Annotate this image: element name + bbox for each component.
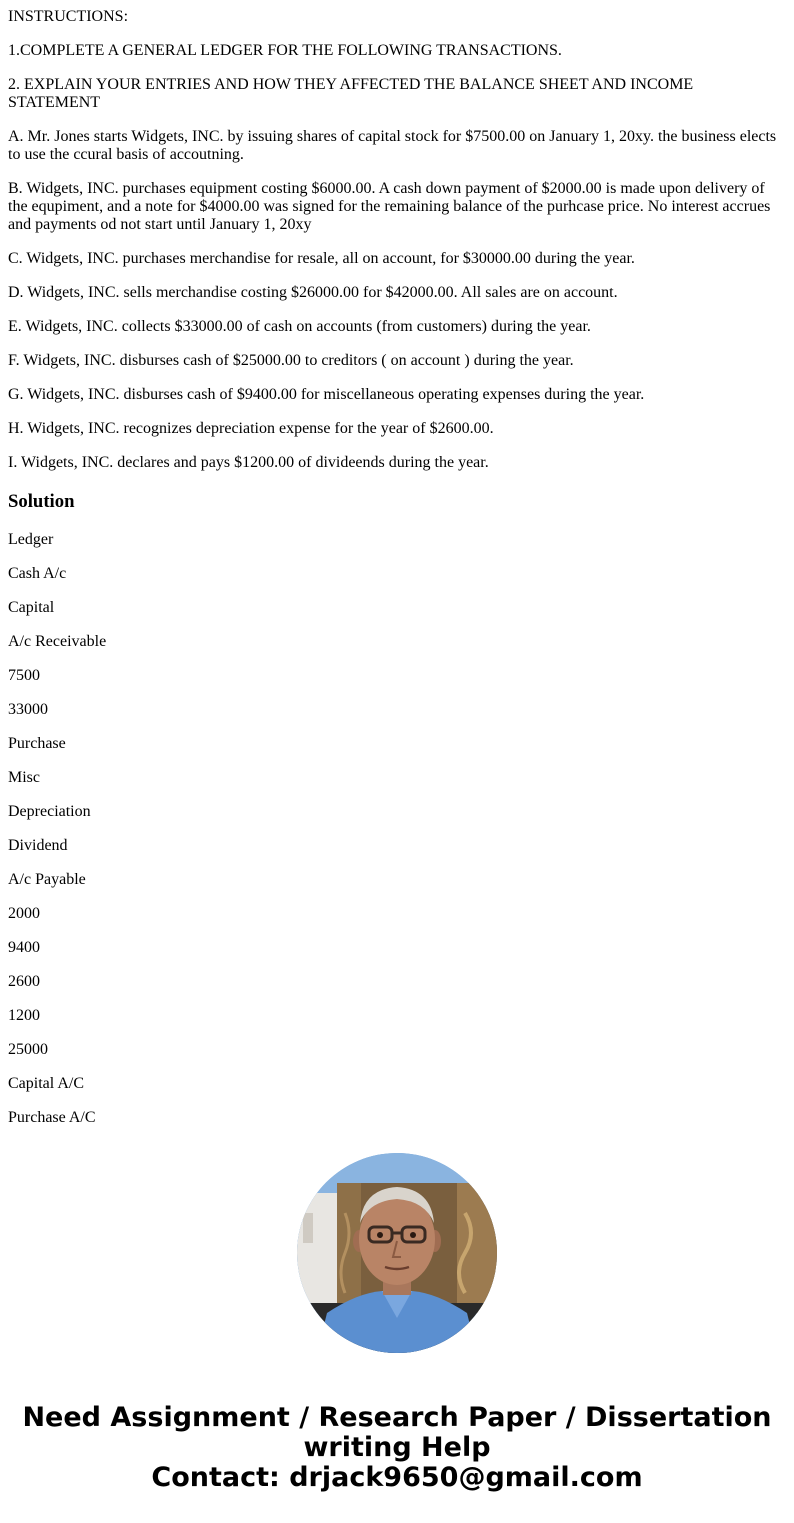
promo-line-2: writing Help <box>303 1432 491 1463</box>
transaction-f: F. Widgets, INC. disburses cash of $25000.00 to creditors ( on account ) during the year. <box>8 352 574 369</box>
solution-line: 1200 <box>8 1007 40 1024</box>
solution-line: Purchase <box>8 735 66 752</box>
solution-line: 2000 <box>8 905 40 922</box>
transaction-c: C. Widgets, INC. purchases merchandise for resale, all on account, for $30000.00 during the year. <box>8 250 635 267</box>
promo-contact: Contact: drjack9650@gmail.com <box>151 1462 643 1493</box>
solution-line: Capital <box>8 599 55 616</box>
promo-line-1: Need Assignment / Research Paper / Dissertation <box>22 1402 772 1433</box>
author-portrait-image <box>297 1153 497 1353</box>
solution-line: Dividend <box>8 837 68 854</box>
solution-line: 33000 <box>8 701 48 718</box>
solution-line: Capital A/C <box>8 1075 84 1092</box>
solution-line: 9400 <box>8 939 40 956</box>
solution-line: Ledger <box>8 531 54 548</box>
solution-line: 7500 <box>8 667 40 684</box>
transaction-g: G. Widgets, INC. disburses cash of $9400.00 for miscellaneous operating expenses during the year. <box>8 386 645 403</box>
solution-line: 2600 <box>8 973 40 990</box>
transaction-b: B. Widgets, INC. purchases equipment costing $6000.00. A cash down payment of $2000.00 is made upon delivery of the equpiment, and a note for $4000.00 was signed for the remaining balance of the purhcase price. No interest accrues and payments od not start until January 1, 20xy <box>8 180 771 233</box>
solution-line: Cash A/c <box>8 565 67 582</box>
author-avatar <box>297 1153 497 1353</box>
transaction-d: D. Widgets, INC. sells merchandise costing $26000.00 for $42000.00. All sales are on account. <box>8 284 618 301</box>
transaction-e: E. Widgets, INC. collects $33000.00 of cash on accounts (from customers) during the year. <box>8 318 591 335</box>
solution-line: Misc <box>8 769 40 786</box>
solution-line: A/c Receivable <box>8 633 107 650</box>
instruction-2: 2. EXPLAIN YOUR ENTRIES AND HOW THEY AFFECTED THE BALANCE SHEET AND INCOME STATEMENT <box>8 76 694 111</box>
promo-banner <box>0 1403 794 1493</box>
transaction-h: H. Widgets, INC. recognizes depreciation expense for the year of $2600.00. <box>8 420 494 437</box>
transaction-a: A. Mr. Jones starts Widgets, INC. by issuing shares of capital stock for $7500.00 on January 1, 20xy. the business elects to use the ccural basis of accoutning. <box>8 128 777 163</box>
solution-line: 25000 <box>8 1041 48 1058</box>
solution-line: Purchase A/C <box>8 1109 96 1126</box>
solution-heading: Solution <box>8 491 75 512</box>
transaction-i: I. Widgets, INC. declares and pays $1200.00 of divideends during the year. <box>8 454 489 471</box>
instructions-heading: INSTRUCTIONS: <box>8 8 129 25</box>
solution-line: Depreciation <box>8 803 91 820</box>
solution-line: A/c Payable <box>8 871 86 888</box>
instruction-1: 1.COMPLETE A GENERAL LEDGER FOR THE FOLLOWING TRANSACTIONS. <box>8 42 562 59</box>
